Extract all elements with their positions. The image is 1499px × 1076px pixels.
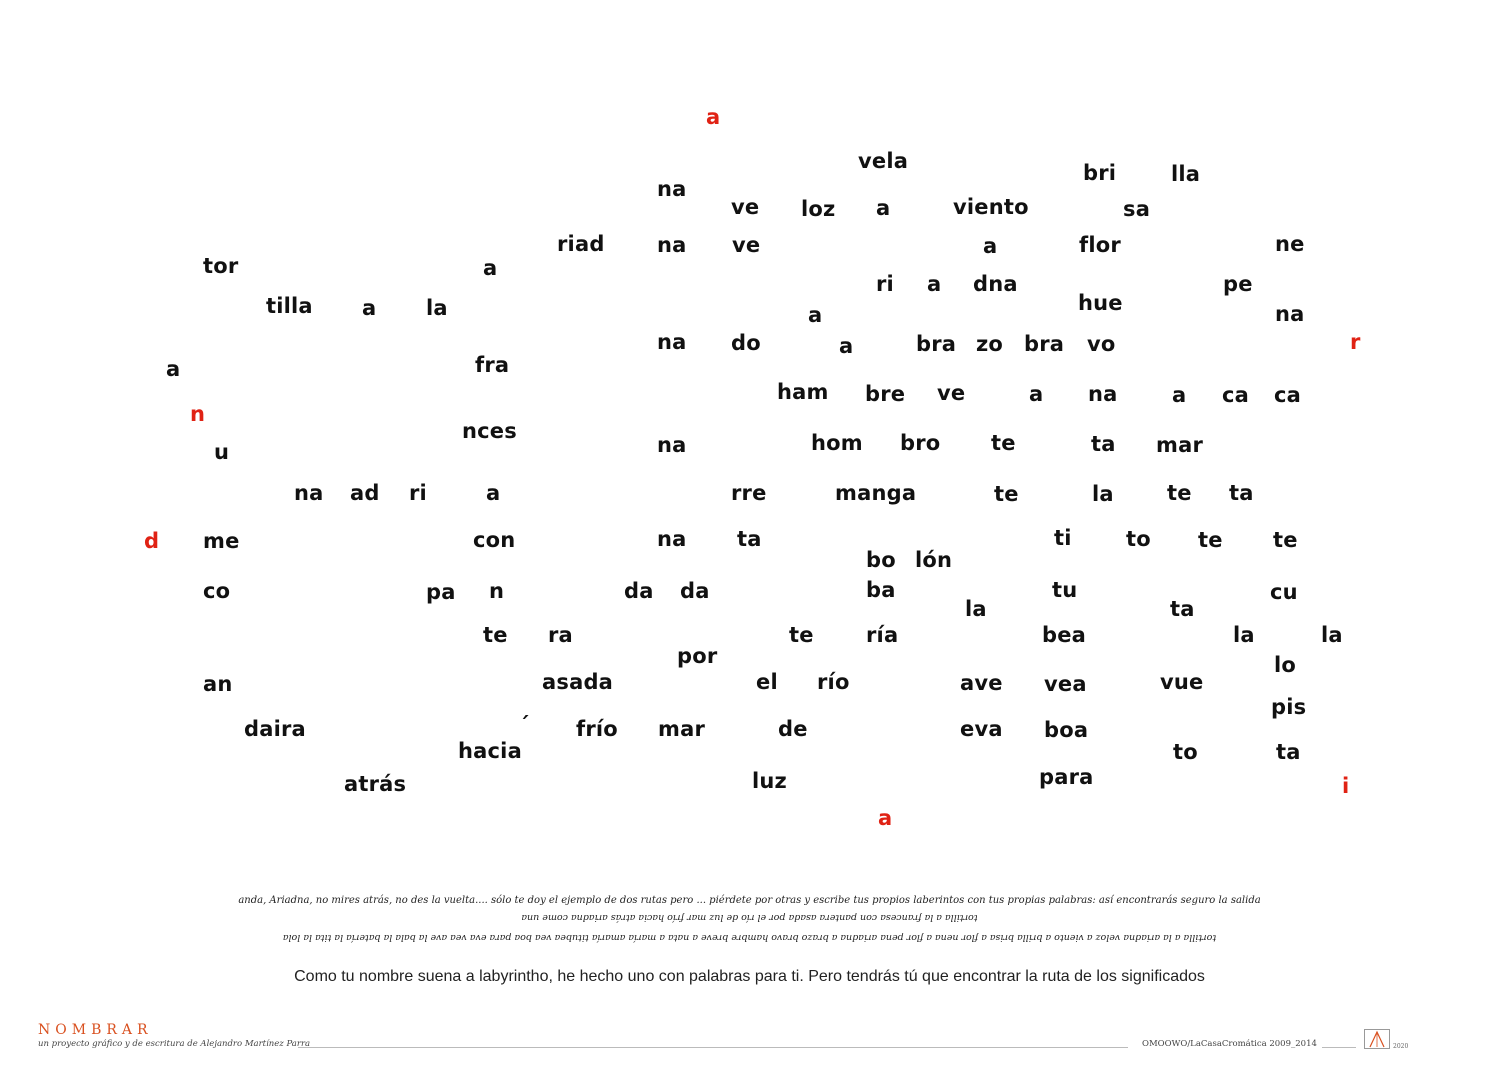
maze-word: loz	[801, 197, 836, 221]
maze-word: rre	[731, 481, 767, 505]
maze-word: ta	[1276, 740, 1301, 764]
maze-word: bo	[866, 548, 896, 572]
maze-word: a	[1172, 383, 1187, 407]
maze-word: vea	[1044, 672, 1087, 696]
maze-word: la	[1233, 623, 1255, 647]
red-letter: a	[878, 806, 893, 830]
maze-word: bra	[1024, 332, 1065, 356]
maze-word: bea	[1042, 623, 1087, 647]
maze-word: hue	[1078, 291, 1123, 315]
maze-word: na	[294, 481, 324, 505]
maze-word: fra	[475, 353, 510, 377]
maze-word: pe	[1223, 272, 1253, 296]
maze-word: bro	[900, 431, 941, 455]
maze-word: na	[657, 177, 687, 201]
maze-word: na	[657, 233, 687, 257]
maze-word: río	[817, 670, 850, 694]
maze-word: nces	[462, 419, 517, 443]
maze-word: te	[1167, 481, 1192, 505]
maze-word: a	[483, 256, 498, 280]
maze-word: ne	[1275, 232, 1305, 256]
maze-word: to	[1173, 740, 1198, 764]
maze-word: da	[624, 579, 654, 603]
maze-word: co	[203, 579, 231, 603]
maze-word: na	[657, 527, 687, 551]
maze-word: te	[991, 431, 1016, 455]
maze-word: hacia	[458, 739, 522, 763]
maze-word: a	[983, 234, 998, 258]
maze-word: boa	[1044, 718, 1089, 742]
maze-word: a	[166, 357, 181, 381]
maze-word: u	[214, 440, 230, 464]
maze-word: ve	[937, 381, 966, 405]
maze-word: da	[680, 579, 710, 603]
maze-word: hom	[811, 431, 863, 455]
red-letter: r	[1350, 330, 1361, 354]
maze-word: ´	[519, 713, 530, 737]
maze-word: ría	[866, 623, 899, 647]
maze-word: zo	[976, 332, 1004, 356]
red-letter: a	[706, 105, 721, 129]
maze-word: la	[426, 296, 448, 320]
maze-word: luz	[752, 769, 787, 793]
maze-word: por	[677, 644, 718, 668]
maze-word: frío	[576, 717, 618, 741]
maze-word: lo	[1274, 653, 1297, 677]
maze-word: la	[965, 597, 987, 621]
logo-icon	[1364, 1029, 1390, 1049]
maze-word: daira	[244, 717, 306, 741]
maze-word: me	[203, 529, 240, 553]
footer-year: 2020	[1393, 1043, 1409, 1050]
maze-word: to	[1126, 527, 1151, 551]
maze-word: cu	[1270, 580, 1298, 604]
maze-word: ad	[350, 481, 380, 505]
maze-word: vo	[1087, 332, 1116, 356]
footer-rule-short	[1322, 1047, 1356, 1048]
maze-word: dna	[973, 272, 1018, 296]
red-letter: d	[144, 529, 160, 553]
maze-word: na	[657, 330, 687, 354]
caption-line-1: anda, Ariadna, no mires atrás, no des la vuelta.... sólo te doy el ejemplo de dos rutas pero ... piérdete por otras y escribe tus propios laberintos con tus propias palabras: así encontrarás seguro la salida	[238, 895, 1261, 906]
maze-word: an	[203, 672, 233, 696]
maze-word: lón	[915, 548, 953, 572]
maze-word: vela	[858, 149, 909, 173]
maze-word: ta	[1091, 432, 1116, 456]
maze-word: ri	[876, 272, 894, 296]
maze-word: n	[489, 579, 505, 603]
maze-word: riad	[557, 232, 605, 256]
maze-word: asada	[542, 670, 614, 694]
maze-word: tor	[203, 254, 239, 278]
footer-rule	[298, 1047, 1128, 1048]
maze-word: para	[1039, 765, 1094, 789]
maze-word: te	[789, 623, 814, 647]
brand-title: NOMBRAR	[38, 1022, 153, 1038]
maze-word: a	[486, 481, 501, 505]
maze-word: tu	[1052, 578, 1078, 602]
maze-word: tilla	[266, 294, 313, 318]
maze-word: bri	[1083, 161, 1117, 185]
maze-word: na	[1088, 382, 1118, 406]
maze-word: bre	[865, 382, 906, 406]
maze-word: na	[1275, 302, 1305, 326]
maze-word: ta	[1170, 597, 1195, 621]
caption-line-3-inverted: tortilla a la ariadna veloz a viento a brilla brisa a flor nena a flor pena ariadna a brazo bravo hambre breve a nata a maría amaría titubea vea boa para eva vea ave la bala la batería la tita la lola	[282, 932, 1217, 943]
maze-word: la	[1092, 482, 1114, 506]
maze-word: a	[927, 272, 942, 296]
maze-word: ta	[1229, 481, 1254, 505]
maze-word: na	[657, 433, 687, 457]
maze-word: te	[1273, 528, 1298, 552]
maze-word: lla	[1171, 162, 1201, 186]
maze-word: ba	[866, 578, 896, 602]
maze-word: el	[756, 670, 778, 694]
maze-word: a	[1029, 382, 1044, 406]
maze-word: la	[1321, 623, 1343, 647]
maze-word: bra	[916, 332, 957, 356]
maze-word: ti	[1054, 526, 1072, 550]
red-letter: n	[190, 402, 206, 426]
maze-word: pis	[1271, 695, 1307, 719]
maze-word: ri	[409, 481, 427, 505]
maze-word: a	[808, 303, 823, 327]
maze-word: a	[362, 296, 377, 320]
maze-word: eva	[960, 717, 1003, 741]
maze-word: vue	[1160, 670, 1204, 694]
maze-word: ta	[737, 527, 762, 551]
maze-word: atrás	[344, 772, 407, 796]
maze-word: ave	[960, 671, 1003, 695]
maze-word: pa	[426, 580, 456, 604]
caption-line-2-inverted: tortilla a la francesa con pantera asada por el río de luz mar frío hacia atrás ariadna come una	[521, 912, 978, 923]
maze-word: a	[839, 334, 854, 358]
maze-word: ham	[777, 380, 829, 404]
intro-text: Como tu nombre suena a labyrintho, he hecho uno con palabras para ti. Pero tendrás tú que encontrar la ruta de los significados	[294, 968, 1205, 985]
brand-subtitle: un proyecto gráfico y de escritura de Alejandro Martínez Parra	[38, 1039, 311, 1049]
maze-word: de	[778, 717, 808, 741]
maze-word: te	[1198, 528, 1223, 552]
footer-credit: OMOOWO/LaCasaCromática 2009_2014	[1142, 1039, 1317, 1049]
maze-word: ve	[732, 233, 761, 257]
maze-word: con	[473, 528, 516, 552]
maze-word: do	[731, 331, 761, 355]
maze-word: ca	[1222, 383, 1250, 407]
maze-word: sa	[1123, 197, 1151, 221]
maze-word: mar	[658, 717, 706, 741]
maze-word: ve	[731, 195, 760, 219]
maze-word: te	[994, 482, 1019, 506]
maze-word: ca	[1274, 383, 1302, 407]
red-letter: i	[1342, 774, 1350, 798]
maze-word: te	[483, 623, 508, 647]
maze-word: manga	[835, 481, 917, 505]
maze-word: viento	[953, 195, 1029, 219]
maze-word: flor	[1079, 233, 1121, 257]
maze-word: a	[876, 196, 891, 220]
maze-word: ra	[548, 623, 573, 647]
maze-word: mar	[1156, 433, 1204, 457]
